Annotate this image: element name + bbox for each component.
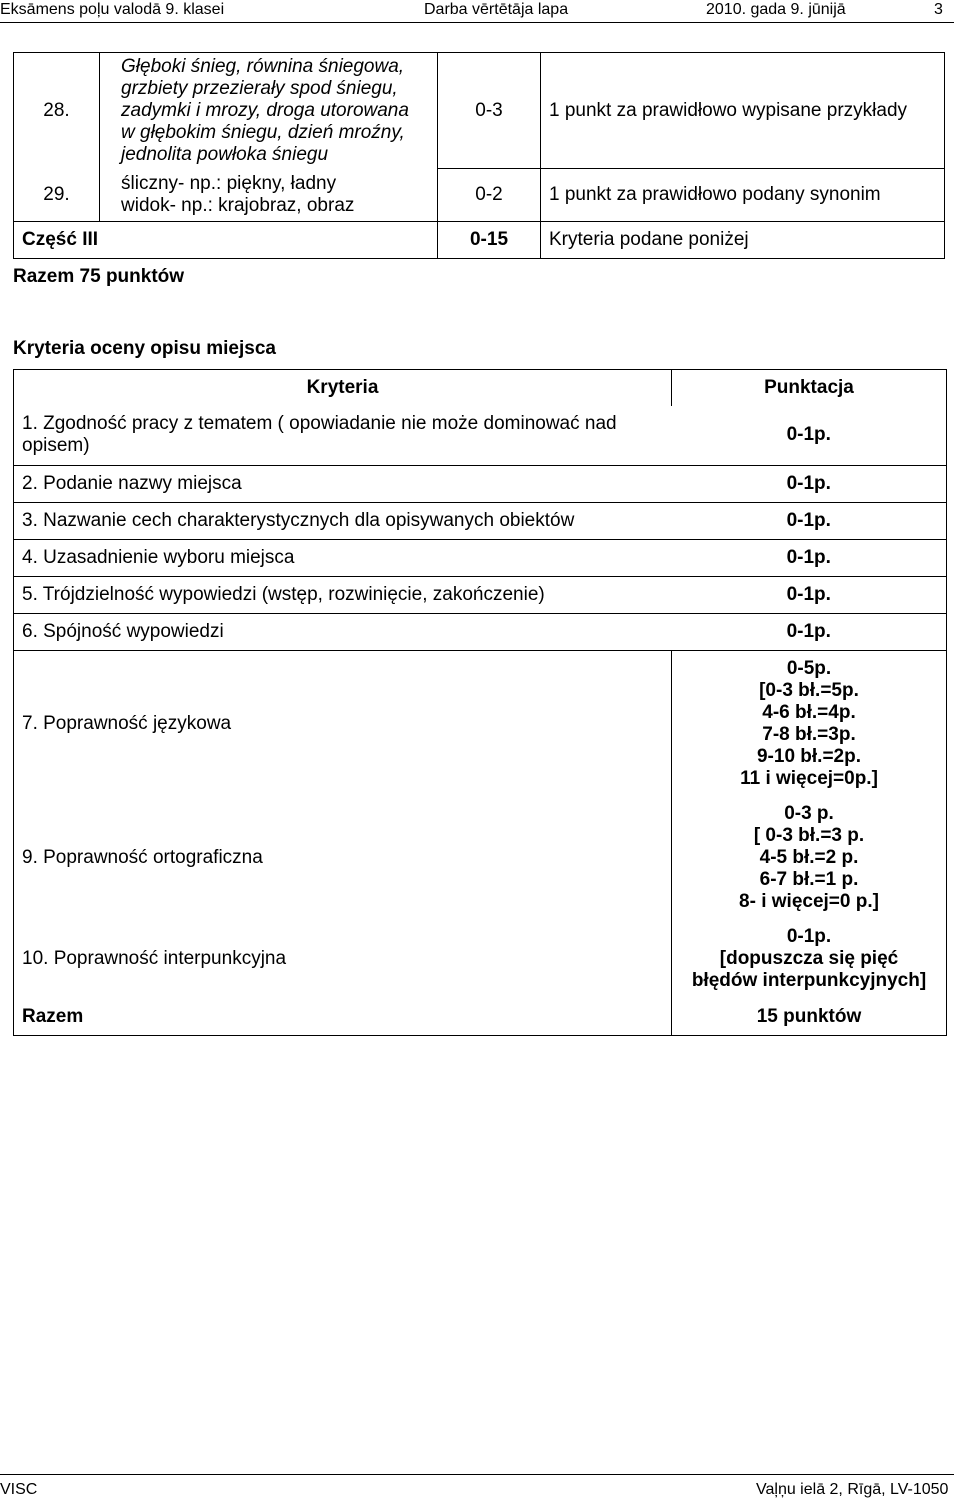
table-row	[14, 540, 947, 577]
footer-org: VISC	[0, 1481, 38, 1498]
criterion-points	[672, 919, 947, 999]
sum-label: Razem	[14, 999, 672, 1036]
answer-line: Głęboki śnieg, równina śniegowa,	[121, 55, 405, 77]
criterion-text: 9. Poprawność ortograficzna	[14, 797, 672, 919]
page-header	[0, 0, 960, 22]
criterion-points: 0-1p.	[672, 503, 947, 540]
answer-line: zadymki i mrozy, droga utorowana	[121, 99, 409, 121]
table-row	[14, 999, 947, 1036]
total-points: Razem 75 punktów	[13, 266, 185, 287]
criterion-points: 0-1p.	[672, 614, 947, 651]
criterion-points: 0-1p.	[672, 540, 947, 577]
table-row	[14, 797, 947, 919]
footer-rule	[0, 1474, 954, 1475]
table-row	[14, 651, 947, 797]
criterion-points	[672, 651, 947, 797]
answer-line: jednolita powłoka śniegu	[121, 143, 329, 165]
criterion-points: 0-1p.	[672, 466, 947, 503]
criteria-table	[13, 369, 947, 1036]
points-line: 9-10 bł.=2p.	[756, 745, 862, 767]
points-line: 0-3 p.	[784, 802, 834, 824]
table-row	[14, 406, 947, 466]
criterion-line: 1. Zgodność pracy z tematem ( opowiadanie nie może dominować nad	[22, 413, 617, 435]
table-row	[14, 222, 945, 259]
criteria-text: 1 punkt za prawidłowo wypisane przykłady	[541, 53, 945, 169]
criteria-text: 1 punkt za prawidłowo podany synonim	[541, 169, 945, 222]
points-line: [ 0-3 bł.=3 p.	[753, 824, 865, 846]
criterion-points	[672, 797, 947, 919]
footer-address: Vaļņu ielā 2, Rīgā, LV-1050	[756, 1481, 949, 1498]
points-line: 11 i więcej=0p.]	[740, 767, 878, 789]
criterion-text: 2. Podanie nazwy miejsca	[14, 466, 672, 503]
exam-date: 2010. gada 9. jūnijā	[706, 1, 846, 18]
points-line: 0-5p.	[786, 657, 832, 679]
answer-line: widok- np.: krajobraz, obraz	[121, 194, 355, 216]
criterion-points: 0-1p.	[672, 406, 947, 466]
criterion-text: 3. Nazwanie cech charakterystycznych dla opisywanych obiektów	[14, 503, 672, 540]
table-header-row	[14, 370, 947, 406]
page-number: 3	[934, 1, 943, 18]
answer-line: śliczny- np.: piękny, ładny	[121, 172, 337, 194]
points-line: 4-5 bł.=2 p.	[759, 846, 859, 868]
column-header-points: Punktacja	[672, 370, 947, 406]
question-number: 29.	[14, 169, 100, 222]
table-row	[14, 169, 945, 222]
table-row	[14, 919, 947, 999]
points-line: błędów interpunkcyjnych]	[691, 969, 927, 991]
criterion-text: 5. Trójdzielność wypowiedzi (wstęp, rozwinięcie, zakończenie)	[14, 577, 672, 614]
answer-line: w głębokim śniegu, dzień mroźny,	[121, 121, 405, 143]
column-header-criteria: Kryteria	[14, 370, 672, 406]
points-line: 0-1p.	[786, 925, 832, 947]
points-line: 7-8 bł.=3p.	[762, 723, 856, 745]
section-title: Kryteria oceny opisu miejsca	[13, 338, 276, 359]
question-number: 28.	[14, 53, 100, 169]
answer-cell	[100, 53, 438, 169]
exam-title: Eksāmens poļu valodā 9. klasei	[0, 1, 225, 18]
answer-line: grzbiety przezierały spod śniegu,	[121, 77, 398, 99]
criterion-text: 7. Poprawność językowa	[14, 651, 672, 797]
part-points: 0-15	[438, 222, 541, 259]
points-range: 0-2	[438, 169, 541, 222]
table-row	[14, 53, 945, 169]
part-label: Część III	[14, 222, 438, 259]
criterion-points: 0-1p.	[672, 577, 947, 614]
sum-points: 15 punktów	[672, 999, 947, 1036]
answer-cell	[100, 169, 438, 222]
header-rule	[0, 22, 954, 23]
sheet-title: Darba vērtētāja lapa	[424, 1, 569, 18]
points-range: 0-3	[438, 53, 541, 169]
table-row	[14, 614, 947, 651]
part-criteria: Kryteria podane poniżej	[541, 222, 945, 259]
table-row	[14, 503, 947, 540]
points-line: 8- i więcej=0 p.]	[739, 890, 879, 912]
criterion-text: 10. Poprawność interpunkcyjna	[14, 919, 672, 999]
table-row	[14, 466, 947, 503]
points-line: [0-3 bł.=5p.	[759, 679, 859, 701]
criterion-line: opisem)	[22, 435, 90, 457]
criterion-text	[14, 406, 672, 466]
points-line: [dopuszcza się pięć	[719, 947, 899, 969]
score-table	[13, 52, 945, 259]
criterion-text: 6. Spójność wypowiedzi	[14, 614, 672, 651]
points-line: 6-7 bł.=1 p.	[759, 868, 859, 890]
table-row	[14, 577, 947, 614]
criterion-text: 4. Uzasadnienie wyboru miejsca	[14, 540, 672, 577]
points-line: 4-6 bł.=4p.	[762, 701, 856, 723]
